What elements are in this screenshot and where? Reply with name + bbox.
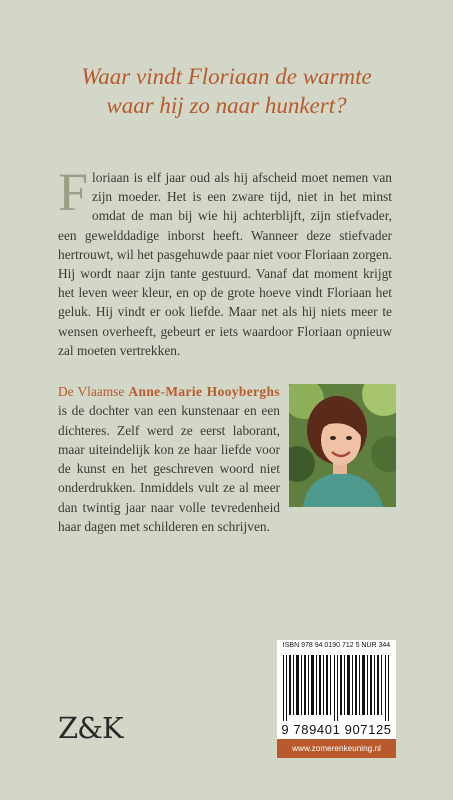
publisher-url: www.zomerenkeuning.nl [277, 739, 396, 758]
author-portrait-image [289, 384, 396, 507]
tagline [20, 62, 433, 120]
barcode-image [281, 655, 392, 721]
author-photo [289, 384, 396, 507]
author-bio-text: is de dochter van een kunstenaar en een dichteres. Zelf werd ze eerst laborant, maar uiteindelijk kon ze haar liefde voor de kunst en het geschreven woord niet onderdrukken. Inmiddels vult ze al meer dan twintig jaar naar volle tevredenheid haar dagen met schilderen en schrijven. [58, 403, 280, 535]
blurb [58, 162, 392, 360]
isbn-text: ISBN 978 94 0190 712 5 NUR 344 [282, 642, 391, 649]
author-bio [58, 382, 280, 536]
blurb-text: loriaan is elf jaar oud als hij afscheid moet nemen van zijn moeder. Het is een zware tijd, niet in het minst omdat de man bij wie hij achterblijft, zijn stiefvader, een gewelddadige inborst heeft. Wanneer deze stiefvader hertrouwt, wil het pasgehuwde paar niet voor Floriaan zorgen. Hij wordt naar zijn tante gestuurd. Vanaf dat moment krijgt het leven weer kleur, en op de grote hoeve vindt Floriaan het geluk. Hij vindt er ook liefde. Maar net als hij niets meer te wensen overheeft, gebeurt er iets waardoor Floriaan opnieuw zal moeten vertrekken. [58, 170, 392, 358]
barcode-panel [277, 640, 396, 758]
tagline-line-2: waar hij zo naar hunkert? [106, 93, 347, 118]
tagline-line-1: Waar vindt Floriaan de warmte [81, 64, 372, 89]
blurb-dropcap: F [58, 162, 89, 222]
author-lead: De Vlaamse [58, 384, 125, 399]
barcode-digits: 9 789401 907125 [281, 722, 392, 737]
publisher-logo: Z&K [58, 711, 123, 745]
author-name: Anne-Marie Hooyberghs [128, 384, 280, 399]
